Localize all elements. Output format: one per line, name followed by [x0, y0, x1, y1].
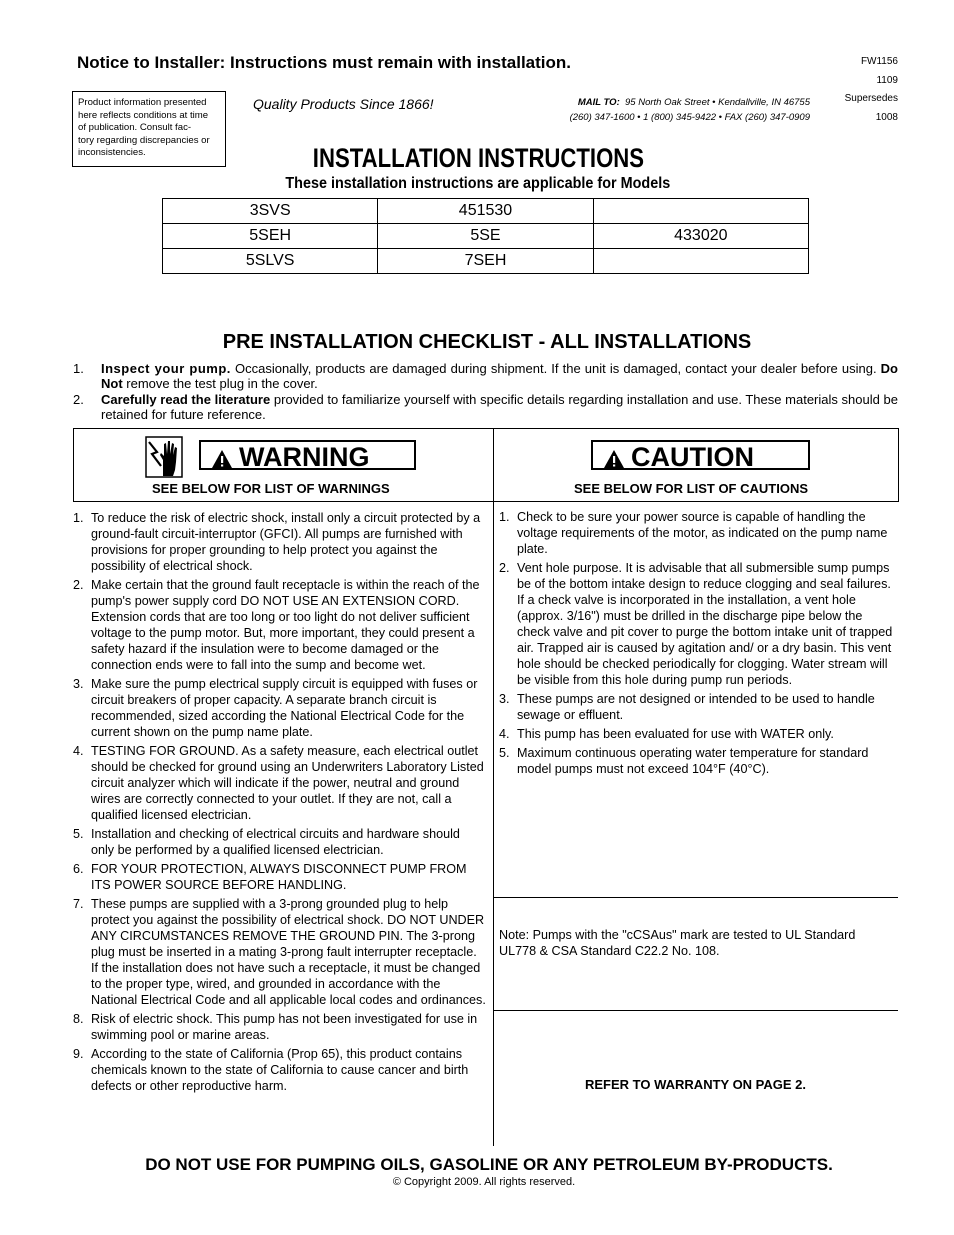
warning-text: TESTING FOR GROUND. As a safety measure, each electrical outlet should be checked for ground using an Underwriters Laboratory Listed circuit analyzer which will indicate if the power, neutral and ground wires are correctly connected to your outlet. If they are not, call a qualified licensed electrician. — [91, 744, 484, 822]
disclaimer-line: tory regarding discrepancies or — [78, 134, 210, 146]
model-cell: 5SLVS — [163, 249, 378, 274]
checklist-number: 1. — [73, 361, 84, 376]
caution-sign — [591, 440, 810, 470]
list-item: 5. Maximum continuous operating water temperature for standard model pumps must not exceed 104°F (40°C). — [499, 746, 869, 776]
doc-code-line: Supersedes — [844, 93, 898, 104]
phone-numbers: (260) 347-1600 • 1 (800) 345-9422 • FAX (260) 347-0909 — [569, 112, 810, 123]
model-cell: 433020 — [593, 224, 808, 249]
warning-text: FOR YOUR PROTECTION, ALWAYS DISCONNECT PUMP FROM ITS POWER SOURCE BEFORE HANDLING. — [91, 862, 467, 892]
model-cell: 7SEH — [378, 249, 593, 274]
checklist-text-2: remove the test plug in the cover. — [122, 376, 318, 391]
list-item: 1. Check to be sure your power source is capable of handling the voltage requirements of the motor, as indicated on the pump name plate. — [499, 510, 888, 556]
model-cell: 5SE — [378, 224, 593, 249]
caution-text: These pumps are not designed or intended to be used to handle sewage or effluent. — [517, 692, 875, 722]
table-row — [163, 249, 809, 274]
page-subtitle: These installation instructions are applicable for Models — [285, 175, 671, 192]
checklist-text: provided to familiarize yourself with specific details regarding installation and use. These materials should be retained for future reference. — [101, 392, 898, 422]
warning-triangle-icon — [211, 449, 233, 469]
warranty-reference: REFER TO WARRANTY ON PAGE 2. — [584, 1077, 807, 1092]
warning-text: Installation and checking of electrical circuits and hardware should only be performed by a qualified licensed electrician. — [91, 827, 460, 857]
disclaimer-line: here reflects conditions at time — [78, 109, 209, 121]
warnings-list — [73, 510, 486, 1097]
checklist-heading: PRE INSTALLATION CHECKLIST - ALL INSTALLATIONS — [222, 331, 752, 353]
model-cell: 451530 — [378, 199, 593, 224]
list-item: 2. Vent hole purpose. It is advisable that all submersible sump pumps be of the bottom intake design to reduce clogging and seal failures. If a check valve is incorporated in the installation, a vent hole (approx. 3/16") must be drilled in the discharge pipe below the check valve and pit cover to purge the bottom intake unit of trapped air. Trapped air is caused by agitation and/ or a dry basin. This vent hole should be checked periodically for clogging. Water stream will be visible from this hole during pump run periods. — [499, 561, 893, 687]
warning-text: These pumps are supplied with a 3-prong grounded plug to help protect you against the possibility of electrical shock. DO NOT UNDER ANY CIRCUMSTANCES REMOVE THE GROUND PIN. The 3-prong plug must be inserted in a mating 3-prong fault interrupter receptacle. If the installation does not have such a receptacle, it must be changed to the proper type, wired, and grounded in accordance with the National Electrical Code and all applicable local codes and ordinances. — [91, 897, 486, 1007]
warning-sign — [199, 440, 416, 470]
disclaimer-line: of publication. Consult fac- — [78, 122, 192, 134]
warning-text: Make sure the pump electrical supply circuit is equipped with fuses or circuit breakers of proper capacity. A separate branch circuit is recommended, sized according the National Electrical Code for the current shown on the pump name plate. — [91, 677, 478, 739]
warning-text: Risk of electric shock. This pump has not been investigated for use in swimming pool or marine areas. — [91, 1012, 478, 1042]
list-item: 5. Installation and checking of electrical circuits and hardware should only be performed by a qualified licensed electrician. — [73, 827, 460, 857]
cautions-list — [499, 509, 897, 780]
warning-text: Make certain that the ground fault receptacle is within the reach of the pump's power supply cord DO NOT USE AN EXTENSION CORD. Extension cords that are too long or too light do not deliver sufficient voltage to the pump motor. But, more important, they could present a safety hazard if the insulation were to become damaged or the connection ends were to fall into the sump and become wet. — [91, 578, 480, 672]
doc-code-line: 1109 — [876, 74, 898, 86]
mail-label: MAIL TO: — [577, 97, 620, 108]
checklist-bold: Carefully read the literature — [101, 392, 271, 407]
checklist-bold-2: Do Not — [101, 361, 898, 391]
table-row — [163, 199, 809, 224]
warning-text: According to the state of California (Prop 65), this product contains chemicals known to the state of California to cause cancer and birth defects or other reproductive harm. — [91, 1047, 469, 1093]
list-item: 9. According to the state of California (Prop 65), this product contains chemicals known to the state of California to cause cancer and birth defects or other reproductive harm. — [73, 1047, 469, 1093]
doc-code-line: FW1156 — [860, 56, 898, 67]
model-cell — [593, 199, 808, 224]
list-item: 4. This pump has been evaluated for use with WATER only. — [499, 727, 834, 741]
list-item: 1. To reduce the risk of electric shock, install only a circuit protected by a ground-fault circuit-interruptor (GFCI). All pumps are furnished with provisions for proper grounding to help protect you against the possibility of electrical shock. — [73, 511, 481, 573]
certification-note: Note: Pumps with the "cCSAus" mark are tested to UL Standard UL778 & CSA Standard C22.2 No. 108. — [499, 928, 856, 958]
list-item: 2. Make certain that the ground fault receptacle is within the reach of the pump's power supply cord DO NOT USE AN EXTENSION CORD. Extension cords that are too long or too light do not deliver sufficient voltage to the pump motor. But, more important, they could present a safety hazard if the insulation were to become damaged or the connection ends were to fall into the sump and become wet. — [73, 578, 480, 672]
list-item: 4. TESTING FOR GROUND. As a safety measure, each electrical outlet should be checked for ground using an Underwriters Laboratory Listed circuit analyzer which will indicate if the power, neutral and ground wires are correctly connected to your outlet. If they are not, call a qualified licensed electrician. — [73, 744, 484, 822]
copyright: © Copyright 2009. All rights reserved. — [392, 1176, 576, 1188]
warning-text: To reduce the risk of electric shock, install only a circuit protected by a ground-fault circuit-interruptor (GFCI). All pumps are furnished with provisions for proper grounding to help protect you against the possibility of electrical shock. — [91, 511, 481, 573]
caution-text: Check to be sure your power source is capable of handling the voltage requirements of the motor, as indicated on the pump name plate. — [517, 510, 888, 556]
page-title: INSTALLATION INSTRUCTIONS — [312, 143, 645, 173]
installer-notice: Notice to Installer: Instructions must remain with installation. — [77, 53, 572, 72]
doc-code-line: 1008 — [875, 111, 898, 123]
company-tagline: Quality Products Since 1866! — [253, 96, 434, 112]
electric-shock-hand-icon — [145, 436, 183, 478]
disclaimer-line: inconsistencies. — [78, 147, 146, 159]
model-cell: 5SEH — [163, 224, 378, 249]
list-item: 8. Risk of electric shock. This pump has not been investigated for use in swimming pool or marine areas. — [73, 1012, 478, 1042]
caution-text: This pump has been evaluated for use with WATER only. — [517, 727, 834, 741]
disclaimer-line: Product information presented — [78, 97, 207, 108]
model-cell: 3SVS — [163, 199, 378, 224]
warnings-see-below: SEE BELOW FOR LIST OF WARNINGS — [152, 481, 390, 496]
checklist-number: 2. — [73, 392, 84, 407]
checklist-text: Occasionally, products are damaged during shipment. If the unit is damaged, contact your dealer before using. — [230, 361, 881, 376]
caution-text: Maximum continuous operating water temperature for standard model pumps must not exceed 104°F (40°C). — [517, 746, 869, 776]
street-address: 95 North Oak Street • Kendallville, IN 46755 — [625, 97, 810, 108]
list-item: 6. FOR YOUR PROTECTION, ALWAYS DISCONNECT PUMP FROM ITS POWER SOURCE BEFORE HANDLING. — [73, 862, 467, 892]
caution-text: Vent hole purpose. It is advisable that all submersible sump pumps be of the bottom intake design to reduce clogging and seal failures. If a check valve is incorporated in the installation, a vent hole (approx. 3/16") must be drilled in the discharge pipe below the check valve and pit cover to purge the bottom intake unit of trapped air. Trapped air is caused by agitation and/ or a dry basin. This vent hole should be checked periodically for clogging. Water stream will be visible from this hole during pump run periods. — [517, 561, 893, 687]
list-item: 7. These pumps are supplied with a 3-prong grounded plug to help protect you against the possibility of electrical shock. DO NOT UNDER ANY CIRCUMSTANCES REMOVE THE GROUND PIN. The 3-prong plug must be inserted in a mating 3-prong fault interrupter receptacle. If the installation does not have such a receptacle, it must be changed to the proper type, wired, and grounded in accordance with the National Electrical Code and all applicable local codes and ordinances. — [73, 897, 486, 1007]
caution-triangle-icon — [603, 449, 625, 469]
list-item: 3. These pumps are not designed or intended to be used to handle sewage or effluent. — [499, 692, 875, 722]
cautions-see-below: SEE BELOW FOR LIST OF CAUTIONS — [574, 481, 808, 496]
petroleum-warning: DO NOT USE FOR PUMPING OILS, GASOLINE OR ANY PETROLEUM BY-PRODUCTS. — [145, 1155, 833, 1174]
caution-label: CAUTION — [631, 442, 754, 472]
models-table — [162, 198, 809, 274]
warning-label: WARNING — [239, 442, 370, 472]
table-row — [163, 224, 809, 249]
document-code — [808, 53, 898, 127]
list-item: 3. Make sure the pump electrical supply circuit is equipped with fuses or circuit breakers of proper capacity. A separate branch circuit is recommended, sized according the National Electrical Code for the current shown on the pump name plate. — [73, 677, 478, 739]
checklist-bold: Inspect your pump. — [101, 361, 231, 376]
model-cell — [593, 249, 808, 274]
mailing-address — [520, 95, 810, 125]
